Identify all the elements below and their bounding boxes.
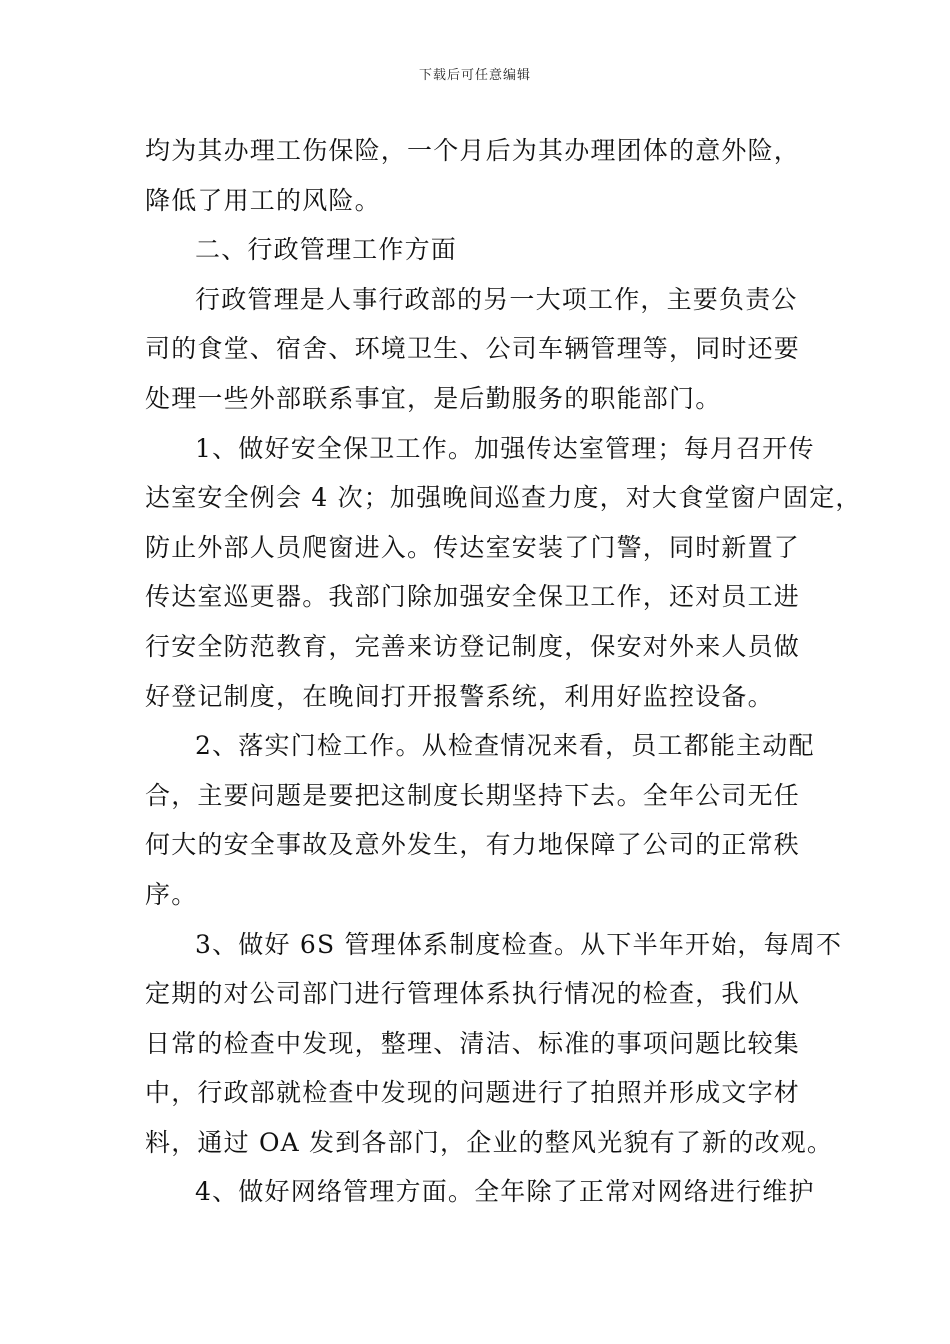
text-line-9: 防止外部人员爬窗进入。传达室安装了门警，同时新置了 <box>145 532 801 562</box>
text-line-20: 中，行政部就检查中发现的问题进行了拍照并形成文字材 <box>145 1078 801 1108</box>
text-line-16: 序。 <box>145 879 198 909</box>
text-line-7: 1、做好安全保卫工作。加强传达室管理；每月召开传 <box>195 433 815 463</box>
text-line-15: 何大的安全事故及意外发生，有力地保障了公司的正常秩 <box>145 830 801 860</box>
text-line-5: 司的食堂、宿舍、环境卫生、公司车辆管理等，同时还要 <box>145 334 801 364</box>
text-line-18: 定期的对公司部门进行管理体系执行情况的检查，我们从 <box>145 979 801 1009</box>
document-body <box>145 126 862 1217</box>
text-line-6: 处理一些外部联系事宜，是后勤服务的职能部门。 <box>145 383 722 413</box>
text-line-13: 2、落实门检工作。从检查情况来看，员工都能主动配 <box>195 731 815 761</box>
text-line-12: 好登记制度，在晚间打开报警系统，利用好监控设备。 <box>145 681 774 711</box>
text-line-19: 日常的检查中发现，整理、清洁、标准的事项问题比较集 <box>145 1028 801 1058</box>
text-line-21: 料，通过 OA 发到各部门，企业的整风光貌有了新的改观。 <box>145 1127 834 1157</box>
text-line-4: 行政管理是人事行政部的另一大项工作，主要负责公 <box>195 284 798 314</box>
text-line-22: 4、做好网络管理方面。全年除了正常对网络进行维护 <box>195 1177 815 1207</box>
text-line-1: 均为其办理工伤保险，一个月后为其办理团体的意外险， <box>145 136 801 165</box>
section-heading-admin: 二、行政管理工作方面 <box>195 235 458 265</box>
text-line-10: 传达室巡更器。我部门除加强安全保卫工作，还对员工进 <box>145 582 801 612</box>
text-line-2: 降低了用工的风险。 <box>145 185 381 215</box>
page-header-note: 下载后可任意编辑 <box>418 68 531 83</box>
text-line-11: 行安全防范教育，完善来访登记制度，保安对外来人员做 <box>145 631 801 661</box>
text-line-17: 3、做好 6S 管理体系制度检查。从下半年开始，每周不 <box>195 929 843 959</box>
text-line-14: 合，主要问题是要把这制度长期坚持下去。全年公司无任 <box>145 780 801 810</box>
text-line-8: 达室安全例会 4 次；加强晚间巡查力度，对大食堂窗户固定， <box>145 483 862 513</box>
